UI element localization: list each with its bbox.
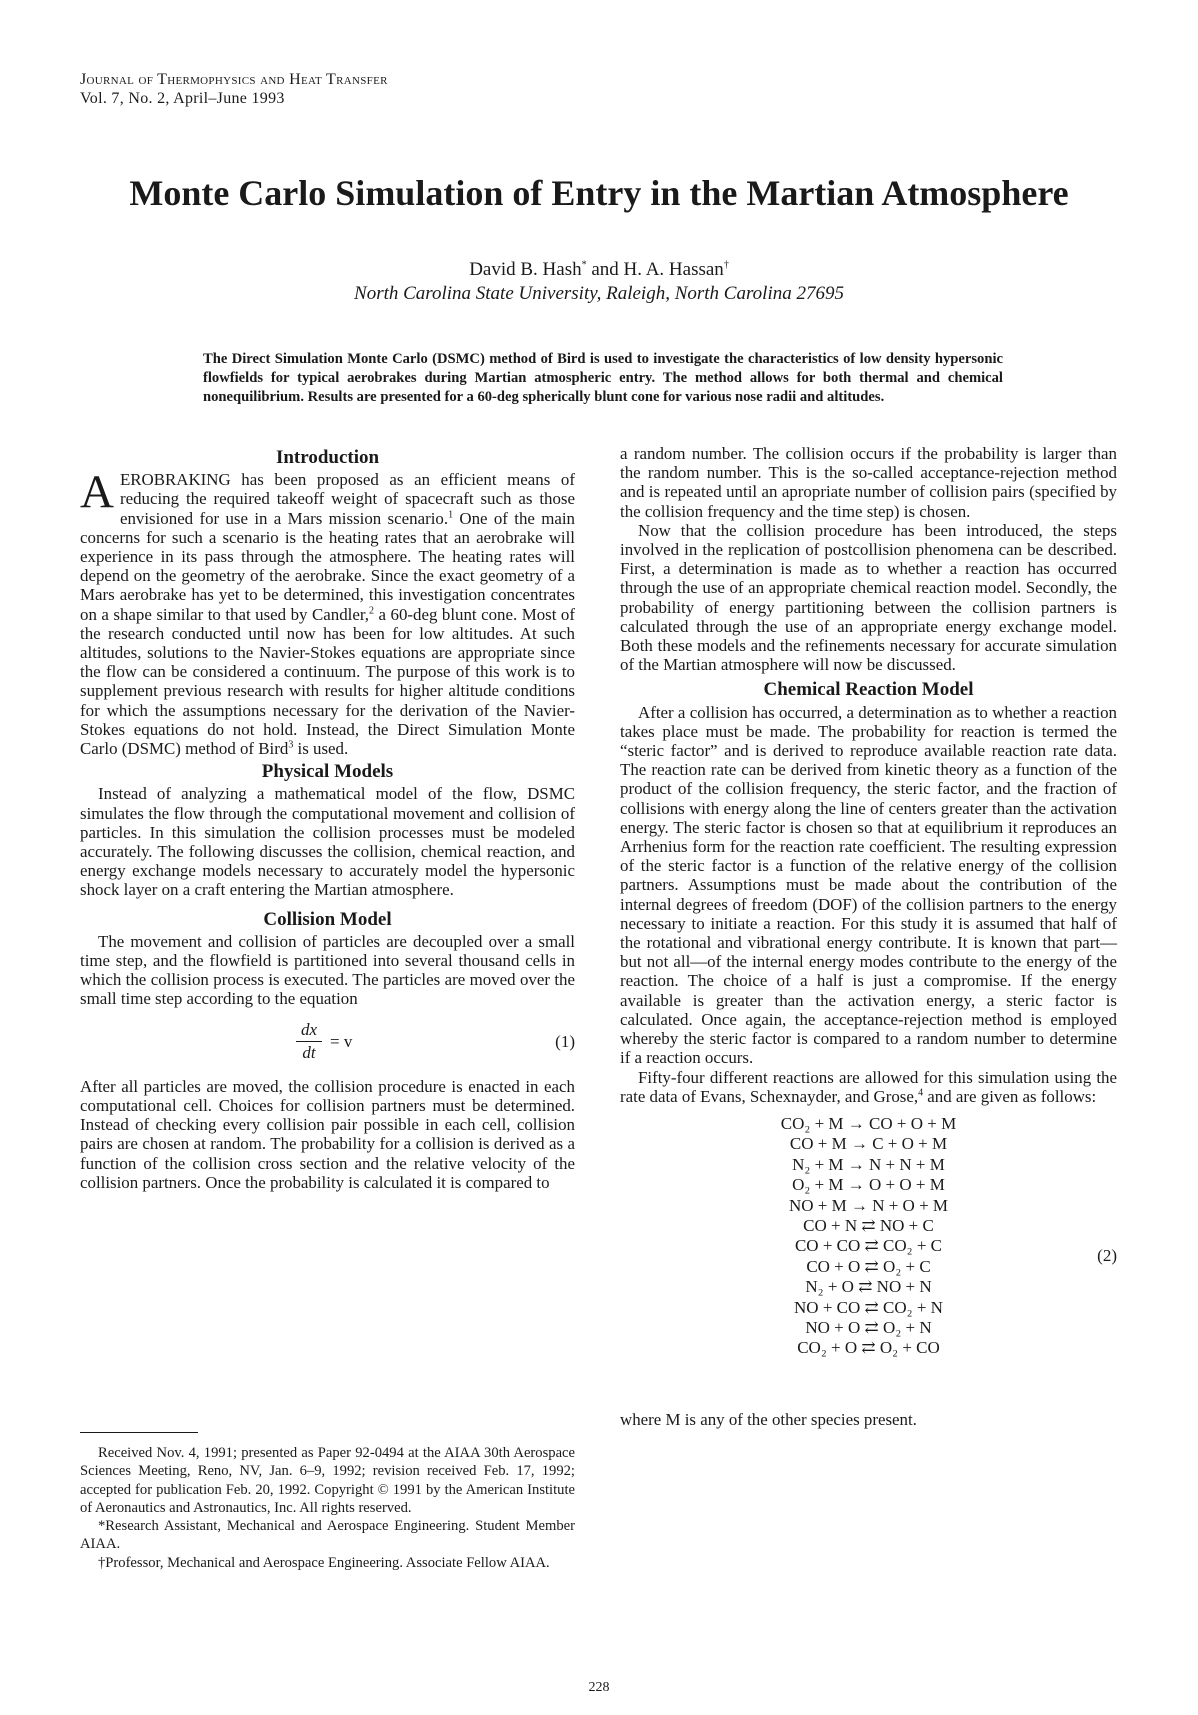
equation-label: (2)	[1097, 1245, 1117, 1265]
paragraph: Instead of analyzing a mathematical model of the flow, DSMC simulates the flow through the computational movement and collision of particles. In this simulation the collision processes must be modeled accurately. The following discusses the collision, chemical reaction, and energy exchange models necessary to accurately model the hypersonic shock layer on a craft entering the Martian atmosphere.	[80, 784, 575, 900]
left-column	[80, 444, 575, 1192]
reaction-equation: N₂ + M → N + N + M	[792, 1154, 945, 1174]
paragraph: AEROBRAKING has been proposed as an efficient means of reducing the required takeoff weight of spacecraft such as those envisioned for use in a Mars mission scenario.$^1$ One of the main concerns for such a scenario is the heating rates that an aerobrake will experience in its pass through the atmosphere. The heating rates will depend on the geometry of the aerobrake. Since the exact geometry of a Mars aerobrake has yet to be determined, this investigation concentrates on a shape similar to that used by Candler,$^2$ a 60-deg blunt cone. Most of the research conducted until now has been for low altitudes. At such altitudes, solutions to the Navier-Stokes equations are appropriate since the flow can be considered a continuum. The purpose of this work is to supplement previous research with results for higher altitude conditions for which the assumptions necessary for the derivation of the Navier-Stokes equations do not hold. Instead, the Direct Simulation Monte Carlo (DSMC) method of Bird$^3$ is used.	[80, 466, 575, 759]
paper-title: Monte Carlo Simulation of Entry in the Martian Atmosphere	[129, 173, 1069, 213]
author-name: David B. Hash	[469, 259, 582, 280]
author-footnote-mark: *	[581, 259, 587, 271]
paragraph: After all particles are moved, the collision procedure is enacted in each computational cell. Choices for collision partners must be determined. Instead of checking every collision pair possible in each cell, collision pairs are chosen at random. The probability for a collision is derived as a function of the collision cross section and the relative velocity of the collision partners. Once the probability is calculated it is compared to	[80, 1076, 575, 1192]
equation-label: (1)	[555, 1031, 575, 1051]
reaction-list	[620, 1114, 1117, 1404]
paragraph: a random number. The collision occurs if the probability is larger than the random number. This is the so-called acceptance-rejection method and is repeated until an apropriate number of collision pairs (specified by the collision frequency and the time step) is chosen.	[620, 444, 1117, 521]
fraction-bar	[296, 1041, 322, 1042]
reference-mark: 2	[369, 605, 375, 616]
reference-mark: 1	[448, 508, 454, 520]
footnote-rule	[80, 1432, 198, 1433]
journal-header	[80, 70, 388, 108]
paragraph: Now that the collision procedure has been introduced, the steps involved in the replication of postcollision phenomena can be described. First, a determination is made as to whether a reaction has occurred through the use of an appropriate chemical reaction model. Secondly, the probability of energy partitioning between the collision partners is calculated through the use of an appropriate energy exchange model. Both these models and the refinements necessary for accurate simulation of the Martian atmosphere will now be discussed.	[620, 520, 1117, 675]
reaction-equation: N₂ + O ⇄ NO + N	[805, 1277, 932, 1297]
drop-cap: A	[80, 466, 114, 519]
footnotes	[80, 1444, 575, 1572]
equation-1	[80, 1021, 575, 1069]
paragraph: After a collision has occurred, a determination as to whether a reaction takes place must be made. The probability for reaction is termed the “steric factor” and is derived to reproduce available reaction rate data. The reaction rate can be derived from kinetic theory as a function of the product of the collision frequency, the steric factor, and the fraction of collisions with energy along the line of centers greater than the activation energy. The steric factor is chosen so that at equilibrium it reproduces an Arrhenius form for the reaction rate coefficient. The resulting expression of the steric factor is a function of the relative energy of the collision partners. Assumptions must be made about the contribution of the internal degrees of freedom (DOF) of the collision partners to the energy necessary to initiate a reaction. For this study it is assumed that half of the rotational and vibrational energy contribute. It is known that part—but not all—of the internal energy modes contribute to the energy of the reaction. The choice of a half is just a compromise. If the energy available is greater than the activation energy, a steric factor is calculated. Once again, the acceptance-rejection method is employed whereby the steric factor is compared to a random number to determine if a reaction occurs.	[620, 702, 1117, 1068]
reaction-equation: NO + CO ⇄ CO₂ + N	[794, 1297, 943, 1317]
right-column	[620, 444, 1117, 1429]
footnote-author2: †Professor, Mechanical and Aerospace Engineering. Associate Fellow AIAA.	[98, 1554, 550, 1571]
reaction-equation: CO + N ⇄ NO + C	[803, 1215, 934, 1235]
reaction-equation: CO + M → C + O + M	[789, 1134, 948, 1154]
footnote-author1: *Research Assistant, Mechanical and Aerospace Engineering. Student Member AIAA.	[80, 1518, 575, 1553]
reaction-equation: CO₂ + O ⇄ O₂ + CO	[797, 1338, 940, 1358]
section-heading: Physical Models	[261, 761, 394, 783]
equation-rhs: = v	[330, 1031, 353, 1051]
paragraph: where M is any of the other species present.	[620, 1409, 917, 1429]
section-heading: Chemical Reaction Model	[763, 679, 974, 701]
reaction-equation: CO + O ⇄ O₂ + C	[806, 1256, 931, 1276]
reaction-equation: NO + O ⇄ O₂ + N	[805, 1317, 932, 1337]
section-heading: Introduction	[275, 447, 380, 468]
reaction-equation: CO₂ + M → CO + O + M	[780, 1113, 957, 1133]
abstract: The Direct Simulation Monte Carlo (DSMC) method of Bird is used to investigate the characteristics of low density hypersonic flowfields for typical aerobrakes during Martian atmospheric entry. The method allows for both thermal and chemical nonequilibrium. Results are presented for a 60-deg spherically blunt cone for various nose radii and altitudes.	[203, 351, 1003, 405]
journal-name: Journal of Thermophysics and Heat Transfer	[80, 71, 388, 88]
author-block	[0, 258, 1198, 306]
section-heading: Collision Model	[263, 908, 392, 930]
paragraph: The movement and collision of particles are decoupled over a small time step, and the flowfield is partitioned into several thousand cells in which the collision process is executed. The particles are moved over the small time step according to the equation	[80, 931, 575, 1009]
equation-denominator: dt	[302, 1042, 316, 1062]
reaction-equation: CO + CO ⇄ CO₂ + C	[794, 1236, 943, 1256]
reference-mark: 3	[288, 739, 294, 751]
author-conjunction: and	[586, 259, 624, 280]
author-footnote-mark: †	[723, 259, 729, 271]
equation-numerator: dx	[300, 1019, 318, 1039]
journal-volume: Vol. 7, No. 2, April–June 1993	[80, 90, 285, 107]
author-line	[0, 258, 1198, 282]
reference-mark: 4	[918, 1087, 924, 1099]
equation-fraction	[296, 1021, 322, 1062]
affiliation: North Carolina State University, Raleigh, North Carolina 27695	[354, 283, 844, 304]
footnote-received: Received Nov. 4, 1991; presented as Paper 92-0494 at the AIAA 30th Aerospace Sciences Meeting, Reno, NV, Jan. 6–9, 1992; revision received Feb. 17, 1992; accepted for publication Feb. 20, 1992. Copyright © 1991 by the American Institute of Aeronautics and Astronautics, Inc. All rights reserved.	[80, 1445, 575, 1516]
page-number: 228	[588, 1680, 610, 1695]
reaction-equation: O₂ + M → O + O + M	[792, 1175, 945, 1195]
author-name: H. A. Hassan	[623, 259, 724, 280]
reaction-equation: NO + M → N + O + M	[788, 1195, 949, 1215]
paragraph: Fifty-four different reactions are allowed for this simulation using the rate data of Evans, Schexnayder, and Grose,$^4$ and are given as follows:	[620, 1067, 1117, 1106]
